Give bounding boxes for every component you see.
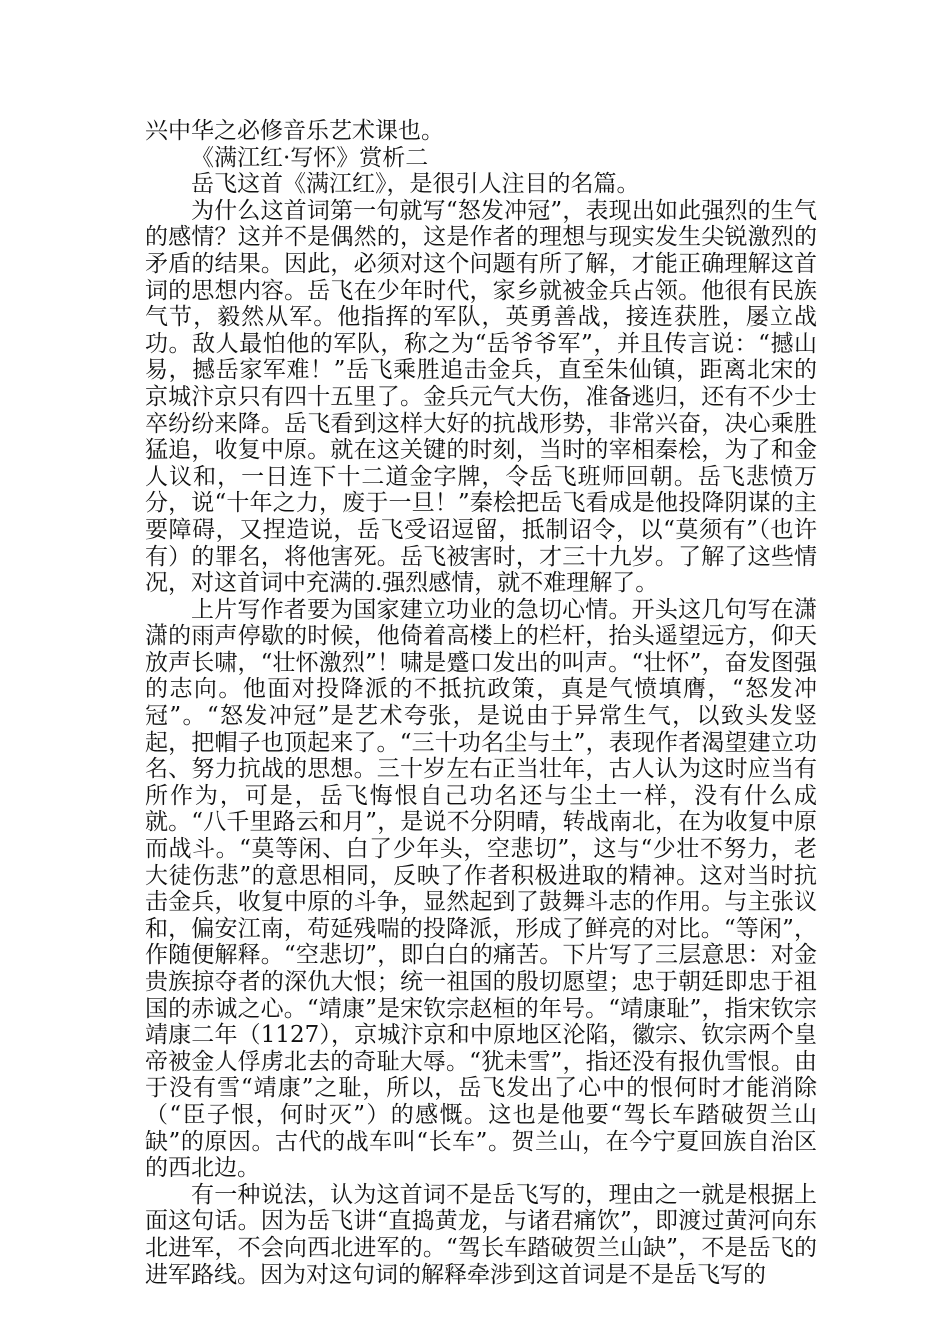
document-body bbox=[145, 118, 817, 1288]
paragraph-intro: 岳飞这首《满江红》，是很引人注目的名篇。 bbox=[191, 171, 640, 198]
paragraph-continuation: 兴中华之必修音乐艺术课也。 bbox=[145, 118, 444, 144]
paragraph-authorship: 有一种说法，认为这首词不是岳飞写的，理由之一就是根据上面这句话。因为岳飞讲“直捣黄龙，与诸君痛饮”，即渡过黄河向东北进军，不会向西北进军的。“驾长车踏破贺兰山缺”，不是岳飞的进军路线。因为对这句词的解释牵涉到这首词是不是岳飞写的 bbox=[145, 1181, 817, 1288]
paragraph-background: 为什么这首词第一句就写“怒发冲冠”，表现出如此强烈的生气的感情？这并不是偶然的，这是作者的理想与现实发生尖锐激烈的矛盾的结果。因此，必须对这个问题有所了解，才能正确理解这首词的思想内容。岳飞在少年时代，家乡就被金兵占领。他很有民族气节，毅然从军。他指挥的军队，英勇善战，接连获胜，屡立战功。敌人最怕他的军队，称之为“岳爷爷军”，并且传言说：“撼山易，撼岳家军难！”岳飞乘胜追击金兵，直至朱仙镇，距离北宋的京城汴京只有四十五里了。金兵元气大伤，准备逃归，还有不少士卒纷纷来降。岳飞看到这样大好的抗战形势，非常兴奋，决心乘胜猛追，收复中原。就在这关键的时刻，当时的宰相秦桧，为了和金人议和，一日连下十二道金字牌，令岳飞班师回朝。岳飞悲愤万分，说“十年之力，废于一旦！”秦桧把岳飞看成是他投降阴谋的主要障碍，又捏造说，岳飞受诏逗留，抵制诏令，以“莫须有”（也许有）的罪名，将他害死。岳飞被害时，才三十九岁。了解了这些情况，对这首词中充满的.强烈感情，就不难理解了。 bbox=[145, 197, 817, 597]
section-heading: 《满江红·写怀》赏析二 bbox=[191, 144, 429, 171]
paragraph-analysis: 上片写作者要为国家建立功业的急切心情。开头这几句写在潇潇的雨声停歇的时候，他倚着高楼上的栏杆，抬头遥望远方，仰天放声长啸，“壮怀激烈”！啸是蹙口发出的叫声。“壮怀”，奋发图强的志向。他面对投降派的不抵抗政策，真是气愤填膺，“怒发冲冠”。“怒发冲冠”是艺术夸张，是说由于异常生气，以致头发竖起，把帽子也顶起来了。“三十功名尘与土”，表现作者渴望建立功名、努力抗战的思想。三十岁左右正当壮年，古人认为这时应当有所作为，可是，岳飞悔恨自己功名还与尘土一样，没有什么成就。“八千里路云和月”，是说不分阴晴，转战南北，在为收复中原而战斗。“莫等闲、白了少年头，空悲切”，这与“少壮不努力，老大徒伤悲”的意思相同，反映了作者积极进取的精神。这对当时抗击金兵，收复中原的斗争，显然起到了鼓舞斗志的作用。与主张议和，偏安江南，苟延残喘的投降派，形成了鲜亮的对比。“等闲”，作随便解释。“空悲切”，即白白的痛苦。下片写了三层意思：对金贵族掠夺者的深仇大恨；统一祖国的殷切愿望；忠于朝廷即忠于祖国的赤诚之心。“靖康”是宋钦宗赵桓的年号。“靖康耻”，指宋钦宗靖康二年（1127），京城汴京和中原地区沦陷，徽宗、钦宗两个皇帝被金人俘虏北去的奇耻大辱。“犹未雪”，指还没有报仇雪恨。由于没有雪“靖康”之耻，所以，岳飞发出了心中的恨何时才能消除（“臣子恨，何时灭”）的感慨。这也是他要“驾长车踏破贺兰山缺”的原因。古代的战车叫“长车”。贺兰山，在今宁夏回族自治区的西北边。 bbox=[145, 596, 817, 1182]
